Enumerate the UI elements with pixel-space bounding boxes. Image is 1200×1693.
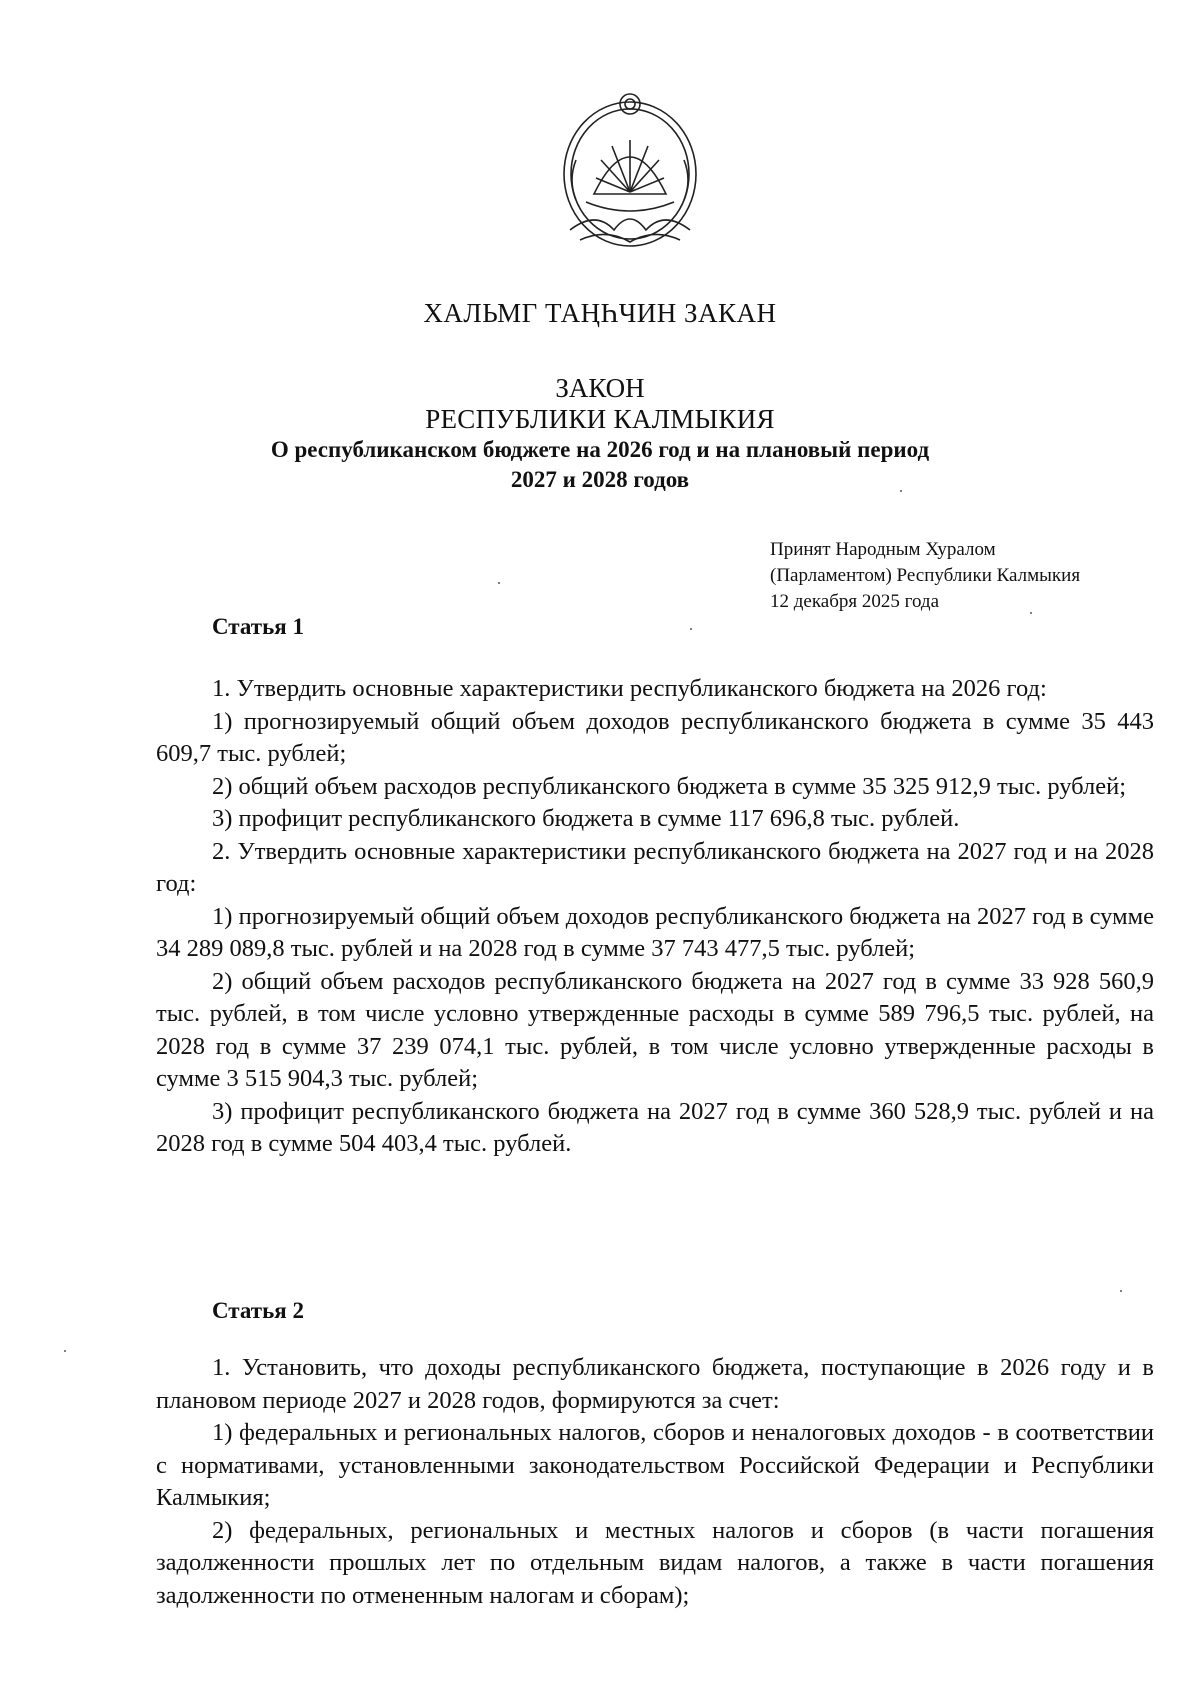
scan-speck [1030,612,1032,614]
republic-heading: РЕСПУБЛИКИ КАЛМЫКИЯ [425,404,775,434]
paragraph: 1) прогнозируемый общий объем доходов республиканского бюджета в сумме 35 443 609,7 тыс. рублей; [156,707,1154,767]
law-subject-line-2: 2027 и 2028 годов [510,467,690,492]
article-2-body [156,1352,1154,1612]
article-1-title: Статья 1 [212,614,304,639]
republic-emblem [556,90,704,262]
scan-speck [900,490,902,492]
scan-speck [1120,1290,1122,1292]
paragraph: 1. Утвердить основные характеристики республиканского бюджета на 2026 год: [212,675,1047,702]
paragraph: 1. Установить, что доходы республиканского бюджета, поступающие в 2026 году и в плановом периоде 2027 и 2028 годов, формируются за счет: [156,1354,1154,1414]
article-2-title: Статья 2 [212,1298,304,1323]
adoption-line: (Парламентом) Республики Калмыкия [770,565,1081,586]
adoption-date: 12 декабря 2025 года [770,591,940,612]
scan-speck [64,1350,66,1352]
law-heading: ЗАКОН [555,373,645,403]
paragraph: 2) общий объем расходов республиканского бюджета в сумме 35 325 912,9 тыс. рублей; [212,772,1127,800]
kalmyk-law-title: ХАЛЬМГ ТАҢҺЧИН ЗАКАН [423,298,777,328]
paragraph: 2. Утвердить основные характеристики республиканского бюджета на 2027 год и на 2028 год: [156,837,1154,897]
scan-speck [498,582,500,584]
paragraph: 3) профицит республиканского бюджета на 2027 год в сумме 360 528,9 тыс. рублей и на 2028 год в сумме 504 403,4 тыс. рублей. [156,1097,1154,1157]
paragraph: 2) федеральных, региональных и местных налогов и сборов (в части погашения задолженности прошлых лет по отдельным видам налогов, а также в части погашения задолженности по отмененным налогам и сборам); [156,1516,1154,1609]
article-1-body [156,673,1154,1161]
paragraph: 2) общий объем расходов республиканского бюджета на 2027 год в сумме 33 928 560,9 тыс. рублей, в том числе условно утвержденные расходы в сумме 589 796,5 тыс. рублей, на 2028 год в сумме 37 239 074,1 тыс. рублей, в том числе условно утвержденные расходы в сумме 3 515 904,3 тыс. рублей; [156,967,1154,1092]
adoption-note [770,537,1150,615]
law-subject-line-1: О республиканском бюджете на 2026 год и на плановый период [270,437,930,462]
scan-speck [690,628,692,630]
paragraph: 1) прогнозируемый общий объем доходов республиканского бюджета на 2027 год в сумме 34 289 089,8 тыс. рублей и на 2028 год в сумме 37 743 477,5 тыс. рублей; [156,902,1154,962]
paragraph: 3) профицит республиканского бюджета в сумме 117 696,8 тыс. рублей. [212,805,960,832]
adoption-line: Принят Народным Хуралом [770,539,996,560]
paragraph: 1) федеральных и региональных налогов, сборов и неналоговых доходов - в соответствии с нормативами, установленными законодательством Российской Федерации и Республики Калмыкия; [156,1419,1154,1511]
